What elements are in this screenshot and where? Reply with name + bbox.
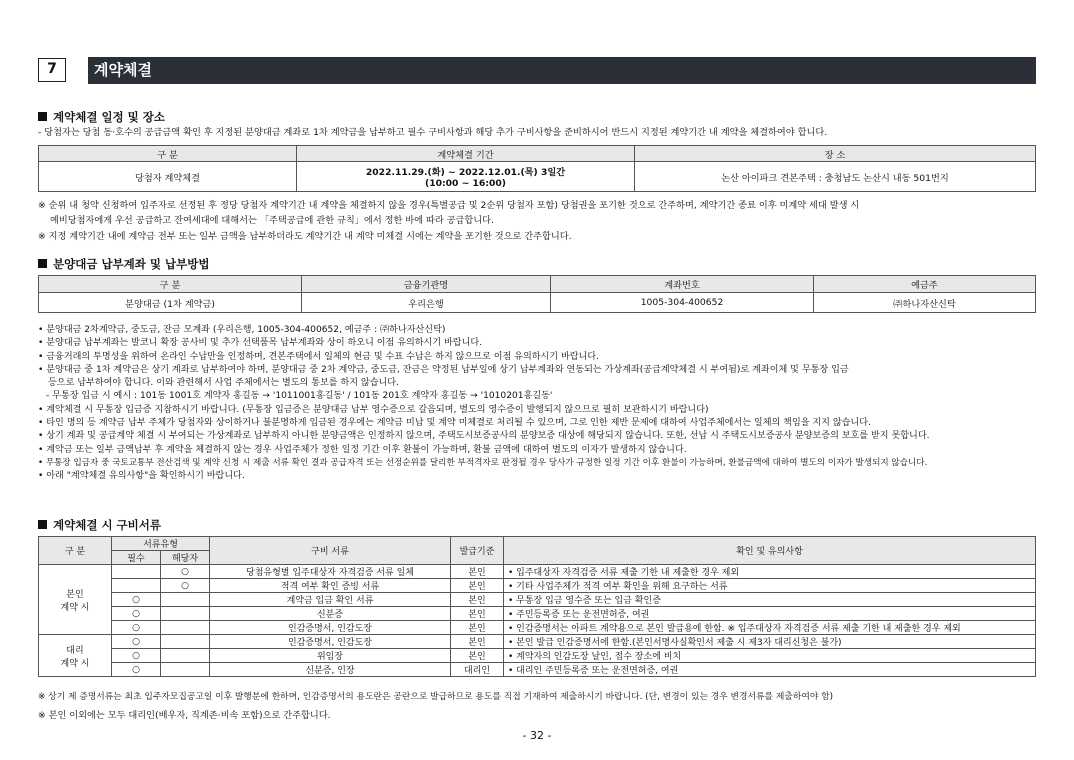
col-header: 해당자: [161, 551, 210, 565]
schedule-note: 예비당첨자에게 우선 공급하고 잔여세대에 대해서는 「주택공급에 관한 규칙」에서 정한 바에 따라 공급합니다.: [50, 215, 494, 226]
doc-cell: 적격 여부 확인 증빙 서류: [210, 579, 451, 593]
docs-heading: 계약체결 시 구비서류: [38, 517, 161, 533]
schedule-intro: - 당첨자는 당첨 동·호수의 공급금액 확인 후 지정된 분양대금 계좌로 1차 계약금을 납부하고 필수 구비사항과 해당 추가 구비사항을 준비하시어 반드시 지정된 계약기간 내 계약을 체결하여야 합니다.: [38, 127, 828, 138]
bullet-continuation: 등으로 납부하여야 합니다. 이와 관련해서 사업 주체에서는 별도의 통보를 하지 않습니다.: [48, 378, 399, 389]
col-header: 금융기관명: [302, 276, 551, 293]
group-cell: 대리 계약 시: [39, 635, 112, 677]
col-header: 구 분: [39, 276, 302, 293]
note-cell: • 인감증명서는 아파트 계약용으로 본인 발급용에 한함. ※ 입주대상자 자격검증 서류 제출 기한 내 제출한 경우 제외: [504, 621, 1036, 635]
page-number: - 32 -: [522, 729, 552, 742]
required-cell: ○: [112, 649, 161, 663]
col-header: 구비 서류: [210, 537, 451, 565]
bullet-item: • 무통장 입금자 중 국토교통부 전산검색 및 계약 신청 시 제출 서류 확인 결과 공급자격 또는 선정순위를 달리한 부적격자로 판정될 경우 당사가 규정한 일정 기간 이후 환불이 가능하며, 환불금액에 대하여 별도의 이자가 발생되지 않습니다.: [38, 457, 1038, 470]
note-cell: • 기타 사업주체가 적격 여부 확인을 위해 요구하는 서류: [504, 579, 1036, 593]
bullet-item: • 아래 "계약체결 유의사항"을 확인하시기 바랍니다.: [38, 470, 1038, 483]
section-title: 계약체결: [88, 57, 1036, 84]
note-cell: • 계약자의 인감도장 날인, 접수 장소에 비치: [504, 649, 1036, 663]
issue-cell: 본인: [451, 607, 504, 621]
doc-cell: 인감증명서, 인감도장: [210, 635, 451, 649]
bullet-item: • 타인 명의 등 계약금 납부 주체가 당첨자와 상이하거나 불분명하게 입금된 경우에는 계약금 미납 및 계약 미체결로 처리될 수 있으며, 그로 인한 제반 문제에 대하여 사업주체에서는 일체의 책임을 지지 않습니다.: [38, 417, 1038, 430]
cell: 논산 아이파크 견본주택 : 충청남도 논산시 내동 501번지: [635, 162, 1036, 192]
note-cell: • 입주대상자 자격검증 서류 제출 기한 내 제출한 경우 제외: [504, 565, 1036, 579]
applicable-cell: [161, 607, 210, 621]
doc-cell: 당첨유형별 입주대상자 자격검증 서류 일체: [210, 565, 451, 579]
schedule-table: [38, 145, 1036, 192]
docs-note: ※ 본인 이외에는 모두 대리인(배우자, 직계존·비속 포함)으로 간주합니다.: [38, 710, 331, 721]
col-header: 구 분: [39, 146, 297, 162]
schedule-note: ※ 지정 계약기간 내에 계약금 전부 또는 일부 금액을 납부하더라도 계약기간 내 계약 미체결 시에는 계약을 포기한 것으로 간주합니다.: [38, 231, 572, 242]
schedule-note: ※ 순위 내 청약 신청하여 입주자로 선정된 후 정당 당첨자 계약기간 내 계약을 체결하지 않을 경우(특별공급 및 2순위 당첨자 포함) 당첨권을 포기한 것으로 간주하며, 계약기간 종료 이후 미계약 세대 발생 시: [38, 200, 860, 211]
applicable-cell: [161, 621, 210, 635]
col-header: 계약체결 기간: [297, 146, 635, 162]
col-header: 장 소: [635, 146, 1036, 162]
col-header: 확인 및 유의사항: [504, 537, 1036, 565]
issue-cell: 본인: [451, 593, 504, 607]
issue-cell: 본인: [451, 649, 504, 663]
bullet-item: • 계약금 또는 일부 금액납부 후 계약을 체결하지 않는 경우 사업주체가 정한 일정 기간 이후 환불이 가능하며, 환불 금액에 대하여 별도의 이자가 발생하지 않습니다.: [38, 444, 1038, 457]
payment-heading: 분양대금 납부계좌 및 납부방법: [38, 256, 209, 272]
cell: ㈜하나자산신탁: [814, 293, 1036, 313]
required-cell: ○: [112, 621, 161, 635]
docs-table: [38, 536, 1036, 677]
cell: 당첨자 계약체결: [39, 162, 297, 192]
required-cell: ○: [112, 607, 161, 621]
applicable-cell: [161, 635, 210, 649]
payment-example: - 무통장 입금 시 예시 : 101동 1001호 계약자 홍길동 → '1011001홍길동' / 101동 201호 계약자 홍길동 → '1010201홍길동': [46, 391, 553, 402]
cell: 1005-304-400652: [551, 293, 814, 313]
bullet-item: • 상기 계좌 및 공급계약 체결 시 부여되는 가상계좌로 납부하지 아니한 분양금액은 인정하지 않으며, 주택도시보증공사의 분양보증 대상에 해당되지 않습니다. 또한, 선납 시 주택도시보증공사 분양보증의 보호를 받지 못합니다.: [38, 430, 1038, 443]
issue-cell: 본인: [451, 565, 504, 579]
required-cell: ○: [112, 593, 161, 607]
required-cell: ○: [112, 635, 161, 649]
required-cell: [112, 565, 161, 579]
required-cell: ○: [112, 663, 161, 677]
docs-note: ※ 상기 제 증명서류는 최초 입주자모집공고일 이후 발행분에 한하며, 인감증명서의 용도란은 공란으로 발급하므로 용도를 직접 기재하여 제출하시기 바랍니다. (단, 변경이 있는 경우 변경서류를 제출하여야 함): [38, 692, 834, 702]
applicable-cell: [161, 593, 210, 607]
period-cell: 2022.11.29.(화) ~ 2022.12.01.(목) 3일간 (10:00 ~ 16:00): [297, 162, 635, 192]
required-cell: [112, 579, 161, 593]
applicable-cell: ○: [161, 579, 210, 593]
note-cell: • 대리인 주민등록증 또는 운전면허증, 여권: [504, 663, 1036, 677]
note-cell: • 무통장 입금 영수증 또는 입금 확인증: [504, 593, 1036, 607]
col-header: 발급기준: [451, 537, 504, 565]
col-header: 서류유형: [112, 537, 210, 551]
issue-cell: 본인: [451, 621, 504, 635]
doc-cell: 인감증명서, 인감도장: [210, 621, 451, 635]
cell: 분양대금 (1차 계약금): [39, 293, 302, 313]
doc-cell: 계약금 입금 확인 서류: [210, 593, 451, 607]
bullet-item: • 분양대금 납부계좌는 발코니 확장 공사비 및 추가 선택품목 납부계좌와 상이 하오니 이점 유의하시기 바랍니다.: [38, 337, 1038, 350]
doc-cell: 위임장: [210, 649, 451, 663]
schedule-heading: 계약체결 일정 및 장소: [38, 109, 165, 125]
note-cell: • 주민등록증 또는 운전면허증, 여권: [504, 607, 1036, 621]
cell: 우리은행: [302, 293, 551, 313]
col-header: 예금주: [814, 276, 1036, 293]
payment-bullets: [38, 324, 1038, 484]
issue-cell: 본인: [451, 579, 504, 593]
section-number: 7: [38, 58, 66, 82]
applicable-cell: [161, 663, 210, 677]
doc-cell: 신분증: [210, 607, 451, 621]
issue-cell: 본인: [451, 635, 504, 649]
col-header: 계좌번호: [551, 276, 814, 293]
issue-cell: 대리인: [451, 663, 504, 677]
bullet-item: • 금융거래의 투명성을 위하여 온라인 수납만을 인정하며, 견본주택에서 일체의 현금 및 수표 수납은 하지 않으므로 이점 유의하시기 바랍니다.: [38, 351, 1038, 364]
note-cell: • 본인 발급 인감증명서에 한함.(본인서명사실확인서 제출 시 제3자 대리신청은 불가): [504, 635, 1036, 649]
section-header: [38, 57, 1036, 84]
col-header: 구 분: [39, 537, 112, 565]
applicable-cell: [161, 649, 210, 663]
doc-cell: 신분증, 인장: [210, 663, 451, 677]
col-header: 필수: [112, 551, 161, 565]
bullet-item: • 분양대금 2차계약금, 중도금, 잔금 모계좌 (우리은행, 1005-304-400652, 예금주 : ㈜하나자산신탁): [38, 324, 1038, 337]
applicable-cell: ○: [161, 565, 210, 579]
payment-table: [38, 275, 1036, 313]
group-cell: 본인 계약 시: [39, 565, 112, 635]
bullet-item: • 계약체결 시 무통장 입금증 지참하시기 바랍니다. (무통장 입금증은 분양대금 납부 영수증으로 갈음되며, 별도의 영수증이 발행되지 않으므로 필히 보관하시기 바랍니다): [38, 404, 1038, 417]
bullet-item: • 분양대금 중 1차 계약금은 상기 계좌로 납부하여야 하며, 분양대금 중 2차 계약금, 중도금, 잔금은 약정된 납부일에 상기 납부계좌와 연동되는 가상계좌(공급계약체결 시 부여됨)로 계좌이체 및 무통장 입금: [38, 364, 1038, 377]
